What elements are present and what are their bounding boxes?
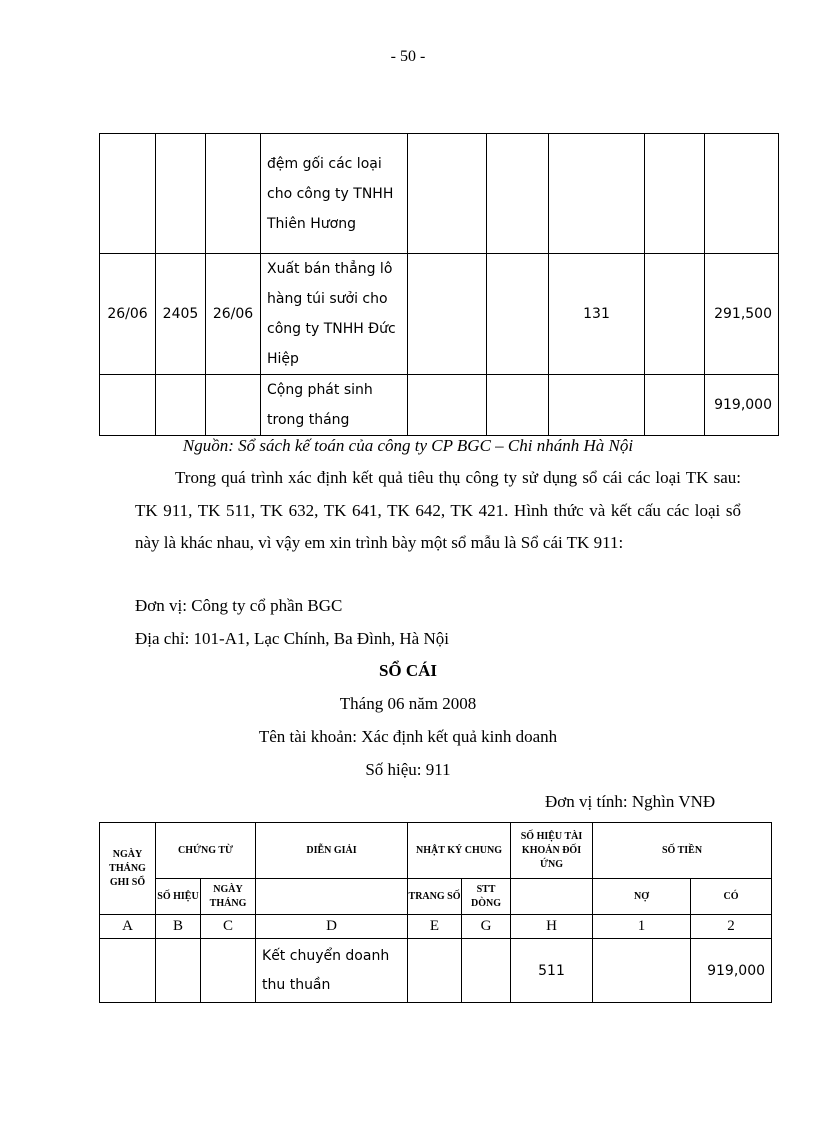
header-row-2 (100, 879, 772, 915)
page-number: - 50 - (390, 48, 426, 65)
sales-ledger-table-continued (99, 133, 779, 436)
total-label: Cộng phát sinh trong tháng (261, 375, 408, 436)
row-description: Xuất bán thẳng lô hàng túi sưởi cho công ty TNHH Đức Hiệp (261, 254, 408, 375)
currency-unit: Đơn vị tính: Nghìn VNĐ (545, 792, 716, 811)
code-cell: G (462, 915, 511, 939)
row-description: đệm gối các loại cho công ty TNHH Thiên Hương (261, 134, 408, 254)
code-cell: 2 (691, 915, 772, 939)
code-cell: H (511, 915, 593, 939)
header-contra-account: SỐ HIỆU TÀI KHOẢN ĐỐI ỨNG (511, 823, 593, 879)
row-description: Kết chuyển doanh thu thuần (256, 939, 408, 1003)
code-cell: B (156, 915, 201, 939)
table-row (100, 134, 779, 254)
ledger-account-name: Tên tài khoản: Xác định kết quả kinh doanh (258, 727, 558, 746)
total-amount: 919,000 (705, 375, 779, 436)
row-date: 26/06 (100, 254, 156, 375)
ledger-account-number: Số hiệu: 911 (365, 760, 451, 779)
company-address: Địa chỉ: 101-A1, Lạc Chính, Ba Đình, Hà Nội (135, 629, 449, 648)
header-voucher: CHỨNG TỪ (156, 823, 256, 879)
header-journal: NHẬT KÝ CHUNG (408, 823, 511, 879)
general-ledger-table (99, 822, 772, 1003)
header-debit: NỢ (593, 879, 691, 915)
code-cell: C (201, 915, 256, 939)
code-cell: E (408, 915, 462, 939)
row-credit: 919,000 (691, 939, 772, 1003)
header-voucher-no: SỐ HIỆU (156, 879, 201, 915)
ledger-month: Tháng 06 năm 2008 (339, 694, 477, 713)
header-page: TRANG SỐ (408, 879, 462, 915)
header-description: DIỄN GIẢI (256, 823, 408, 879)
header-amount: SỐ TIỀN (593, 823, 772, 879)
header-row-1 (100, 823, 772, 879)
body-paragraph: Trong quá trình xác định kết quả tiêu thụ công ty sử dụng sổ cái các loại TK sau: TK 911, TK 511, TK 632, TK 641, TK 642, TK 421. Hình thức và kết cấu các loại sổ này là khác nhau, vì vậy em xin trình bày một sổ mẫu là Sổ cái TK 911: (135, 468, 741, 552)
code-row (100, 915, 772, 939)
table-row-total (100, 375, 779, 436)
code-cell: A (100, 915, 156, 939)
table-row (100, 254, 779, 375)
ledger-title: SỔ CÁI (378, 661, 438, 680)
source-note: Nguồn: Sổ sách kế toán của công ty CP BGC – Chi nhánh Hà Nội (182, 436, 634, 455)
row-account: 511 (511, 939, 593, 1003)
company-unit: Đơn vị: Công ty cổ phần BGC (135, 596, 343, 615)
header-credit: CÓ (691, 879, 772, 915)
row-voucher-no: 2405 (156, 254, 206, 375)
header-voucher-date: NGÀY THÁNG (201, 879, 256, 915)
row-account: 131 (549, 254, 645, 375)
header-date: NGÀY THÁNG GHI SỔ (100, 823, 156, 915)
code-cell: 1 (593, 915, 691, 939)
header-line: STT DÒNG (462, 879, 511, 915)
row-voucher-date: 26/06 (206, 254, 261, 375)
table-row (100, 939, 772, 1003)
code-cell: D (256, 915, 408, 939)
row-amount: 291,500 (705, 254, 779, 375)
